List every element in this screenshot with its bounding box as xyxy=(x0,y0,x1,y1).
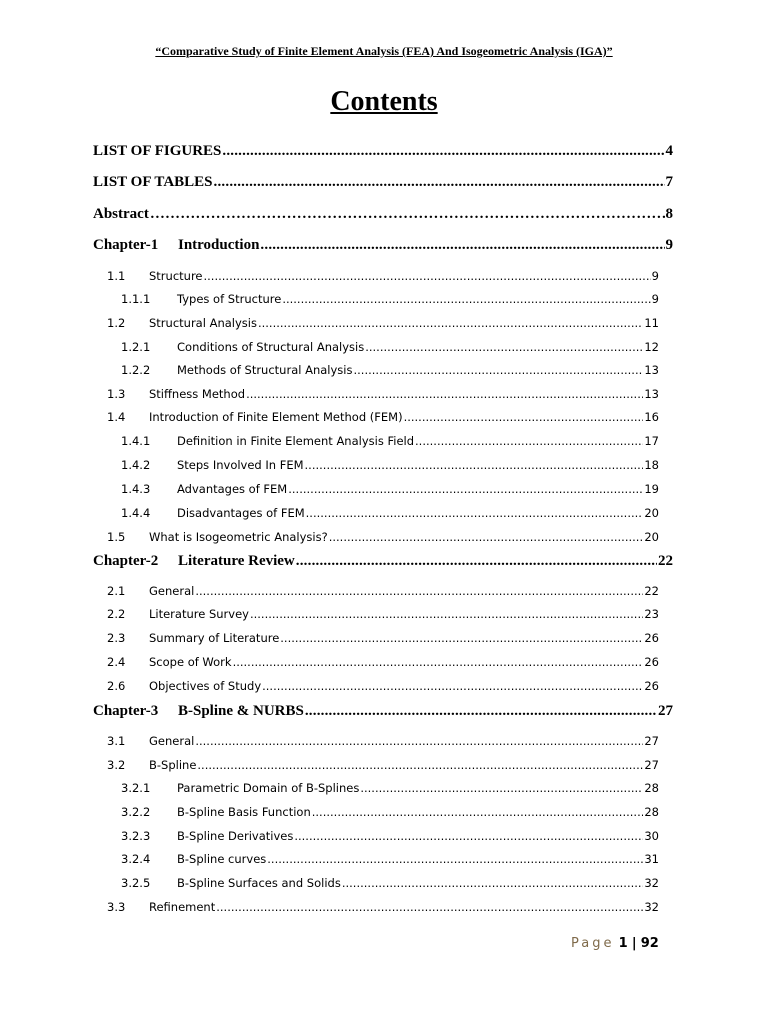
toc-entry-label: Introduction of Finite Element Method (FEM) xyxy=(149,410,403,424)
toc-entry-number: 3.2.2 xyxy=(121,805,151,819)
toc-leader xyxy=(262,679,643,693)
toc-leader xyxy=(204,269,651,283)
toc-entry-page: 32 xyxy=(644,900,659,914)
toc-entry-page: 20 xyxy=(644,506,659,520)
toc-chapter[interactable] xyxy=(93,703,673,720)
toc-entry-label: B-Spline Derivatives xyxy=(177,829,294,843)
toc-entry-page: 26 xyxy=(644,631,659,645)
toc-entry-label: LIST OF FIGURES xyxy=(93,143,222,159)
toc-leader xyxy=(214,174,665,191)
toc-entry-number: 3.2.4 xyxy=(121,852,151,866)
current-page-number: 1 xyxy=(618,936,628,951)
toc-entry-page: 27 xyxy=(644,758,659,772)
toc-entry[interactable] xyxy=(121,458,659,472)
toc-entry-number: 1.2.1 xyxy=(121,340,151,354)
toc-leader xyxy=(342,876,644,890)
toc-entry[interactable] xyxy=(121,482,659,496)
toc-entry[interactable] xyxy=(107,410,659,424)
toc-entry-page: 9 xyxy=(651,292,659,306)
page-title: Contents xyxy=(330,86,438,117)
toc-entry-label: Summary of Literature xyxy=(149,631,280,645)
toc-entry-page: 22 xyxy=(658,553,673,569)
toc-leader xyxy=(353,363,643,377)
toc-entry[interactable] xyxy=(121,852,659,866)
toc-entry-page: 20 xyxy=(644,530,659,544)
toc-leader xyxy=(415,434,643,448)
toc-entry-page: 8 xyxy=(665,206,673,222)
toc-entry-number: 2.1 xyxy=(107,584,126,598)
toc-entry-page: 22 xyxy=(644,584,659,598)
toc-entry-page: 27 xyxy=(658,703,673,719)
toc-entry-page: 26 xyxy=(644,679,659,693)
page-footer xyxy=(571,936,659,951)
toc-entry-page: 17 xyxy=(644,434,659,448)
toc-leader xyxy=(150,206,665,223)
toc-entry-page: 32 xyxy=(644,876,659,890)
toc-entry[interactable] xyxy=(121,829,659,843)
toc-entry-page: 13 xyxy=(644,387,659,401)
toc-entry-number: 2.4 xyxy=(107,655,126,669)
toc-entry[interactable] xyxy=(107,269,659,283)
toc-leader xyxy=(305,703,657,720)
toc-leader xyxy=(360,781,643,795)
toc-entry[interactable] xyxy=(107,655,659,669)
toc-entry-number: 1.4.3 xyxy=(121,482,151,496)
toc-chapter-number: Chapter-1 xyxy=(93,237,159,253)
toc-entry[interactable] xyxy=(121,434,659,448)
toc-entry-number: 3.2.5 xyxy=(121,876,151,890)
toc-entry-number: 1.1.1 xyxy=(121,292,151,306)
toc-entry-page: 27 xyxy=(644,734,659,748)
toc-entry-number: 2.6 xyxy=(107,679,126,693)
toc-entry-number: 3.2.3 xyxy=(121,829,151,843)
toc-entry-number: 2.3 xyxy=(107,631,126,645)
toc-entry-page: 4 xyxy=(665,143,673,159)
toc-entry[interactable] xyxy=(121,340,659,354)
total-pages: 92 xyxy=(640,936,659,951)
toc-leader xyxy=(296,553,657,570)
toc-entry[interactable] xyxy=(107,758,659,772)
toc-entry-label: LIST OF TABLES xyxy=(93,174,213,190)
toc-entry-page: 16 xyxy=(644,410,659,424)
toc-entry[interactable] xyxy=(107,631,659,645)
page-word: Page xyxy=(571,936,615,951)
toc-entry-label: Scope of Work xyxy=(149,655,232,669)
toc-entry[interactable] xyxy=(107,734,659,748)
toc-entry-label: Introduction xyxy=(178,237,260,253)
toc-entry-label: Steps Involved In FEM xyxy=(177,458,304,472)
toc-entry-label: Literature Review xyxy=(178,553,295,569)
toc-entry-number: 1.5 xyxy=(107,530,126,544)
toc-entry[interactable] xyxy=(107,387,659,401)
toc-leader xyxy=(246,387,643,401)
toc-leader xyxy=(233,655,644,669)
toc-entry[interactable] xyxy=(107,530,659,544)
toc-entry[interactable] xyxy=(93,174,673,191)
toc-leader xyxy=(282,292,650,306)
toc-entry[interactable] xyxy=(107,584,659,598)
toc-leader xyxy=(258,316,643,330)
toc-leader xyxy=(306,506,644,520)
toc-entry-label: Advantages of FEM xyxy=(177,482,288,496)
toc-entry[interactable] xyxy=(121,781,659,795)
toc-entry-label: Methods of Structural Analysis xyxy=(177,363,353,377)
toc-entry[interactable] xyxy=(107,679,659,693)
toc-leader xyxy=(294,829,643,843)
toc-entry-page: 7 xyxy=(665,174,673,190)
toc-entry-number: 1.4.2 xyxy=(121,458,151,472)
toc-leader xyxy=(280,631,643,645)
toc-entry-number: 1.2 xyxy=(107,316,126,330)
toc-leader xyxy=(260,237,664,254)
toc-entry[interactable] xyxy=(121,876,659,890)
toc-entry[interactable] xyxy=(93,206,673,223)
toc-entry[interactable] xyxy=(121,805,659,819)
toc-leader xyxy=(195,734,643,748)
toc-leader xyxy=(312,805,644,819)
toc-entry-number: 1.1 xyxy=(107,269,126,283)
toc-entry-number: 3.2.1 xyxy=(121,781,151,795)
toc-entry[interactable] xyxy=(107,607,659,621)
toc-entry-label: Refinement xyxy=(149,900,216,914)
toc-entry-label: Structure xyxy=(149,269,203,283)
toc-entry-number: 3.1 xyxy=(107,734,126,748)
toc-leader xyxy=(305,458,644,472)
toc-entry-page: 13 xyxy=(644,363,659,377)
toc-entry-label: B-Spline Surfaces and Solids xyxy=(177,876,341,890)
toc-chapter[interactable] xyxy=(93,553,673,570)
toc-entry-number: 2.2 xyxy=(107,607,126,621)
toc-leader xyxy=(216,900,643,914)
toc-entry-label: Abstract xyxy=(93,206,149,222)
toc-entry-label: B-Spline Basis Function xyxy=(177,805,311,819)
toc-leader xyxy=(267,852,643,866)
toc-leader xyxy=(404,410,644,424)
toc-entry[interactable] xyxy=(121,506,659,520)
toc-entry-label: Stiffness Method xyxy=(149,387,246,401)
toc-entry-label: Conditions of Structural Analysis xyxy=(177,340,365,354)
toc-entry-label: Objectives of Study xyxy=(149,679,262,693)
toc-entry-number: 3.3 xyxy=(107,900,126,914)
toc-entry-page: 11 xyxy=(644,316,659,330)
toc-entry-page: 30 xyxy=(644,829,659,843)
toc-leader xyxy=(197,758,643,772)
toc-entry-page: 26 xyxy=(644,655,659,669)
toc-entry-label: Definition in Finite Element Analysis Field xyxy=(177,434,415,448)
toc-entry-label: B-Spline curves xyxy=(177,852,267,866)
toc-entry[interactable] xyxy=(121,292,659,306)
toc-entry-page: 28 xyxy=(644,805,659,819)
toc-leader xyxy=(329,530,644,544)
toc-entry-page: 31 xyxy=(644,852,659,866)
toc-entry-label: General xyxy=(149,584,195,598)
toc-entry[interactable] xyxy=(107,316,659,330)
toc-entry-number: 1.2.2 xyxy=(121,363,151,377)
toc-entry-label: Types of Structure xyxy=(177,292,282,306)
toc-entry[interactable] xyxy=(121,363,659,377)
toc-entry-label: What is Isogeometric Analysis? xyxy=(149,530,328,544)
toc-entry-number: 1.4 xyxy=(107,410,126,424)
toc-leader xyxy=(365,340,643,354)
toc-entry[interactable] xyxy=(93,143,673,160)
page-separator: | xyxy=(631,936,637,951)
toc-entry-page: 19 xyxy=(644,482,659,496)
toc-entry-number: 1.4.1 xyxy=(121,434,151,448)
toc-entry-number: 3.2 xyxy=(107,758,126,772)
toc-chapter-number: Chapter-3 xyxy=(93,703,159,719)
toc-entry-page: 9 xyxy=(665,237,673,253)
toc-entry-number: 1.4.4 xyxy=(121,506,151,520)
toc-entry-page: 12 xyxy=(644,340,659,354)
toc-entry-page: 23 xyxy=(644,607,659,621)
toc-entry[interactable] xyxy=(107,900,659,914)
toc-entry-page: 18 xyxy=(644,458,659,472)
toc-entry-number: 1.3 xyxy=(107,387,126,401)
toc-entry-label: B-Spline & NURBS xyxy=(178,703,304,719)
running-header: “Comparative Study of Finite Element Analysis (FEA) And Isogeometric Analysis (IGA)” xyxy=(155,44,613,58)
toc-entry-label: Disadvantages of FEM xyxy=(177,506,305,520)
toc-entry-label: General xyxy=(149,734,195,748)
toc-entry-label: Literature Survey xyxy=(149,607,249,621)
toc-leader xyxy=(195,584,643,598)
toc-entry-label: Structural Analysis xyxy=(149,316,257,330)
toc-chapter[interactable] xyxy=(93,237,673,254)
toc-entry-label: Parametric Domain of B-Splines xyxy=(177,781,360,795)
toc-leader xyxy=(250,607,643,621)
toc-leader xyxy=(288,482,643,496)
toc-chapter-number: Chapter-2 xyxy=(93,553,159,569)
toc-leader xyxy=(222,143,664,160)
toc-entry-page: 28 xyxy=(644,781,659,795)
toc-entry-label: B-Spline xyxy=(149,758,197,772)
toc-entry-page: 9 xyxy=(651,269,659,283)
